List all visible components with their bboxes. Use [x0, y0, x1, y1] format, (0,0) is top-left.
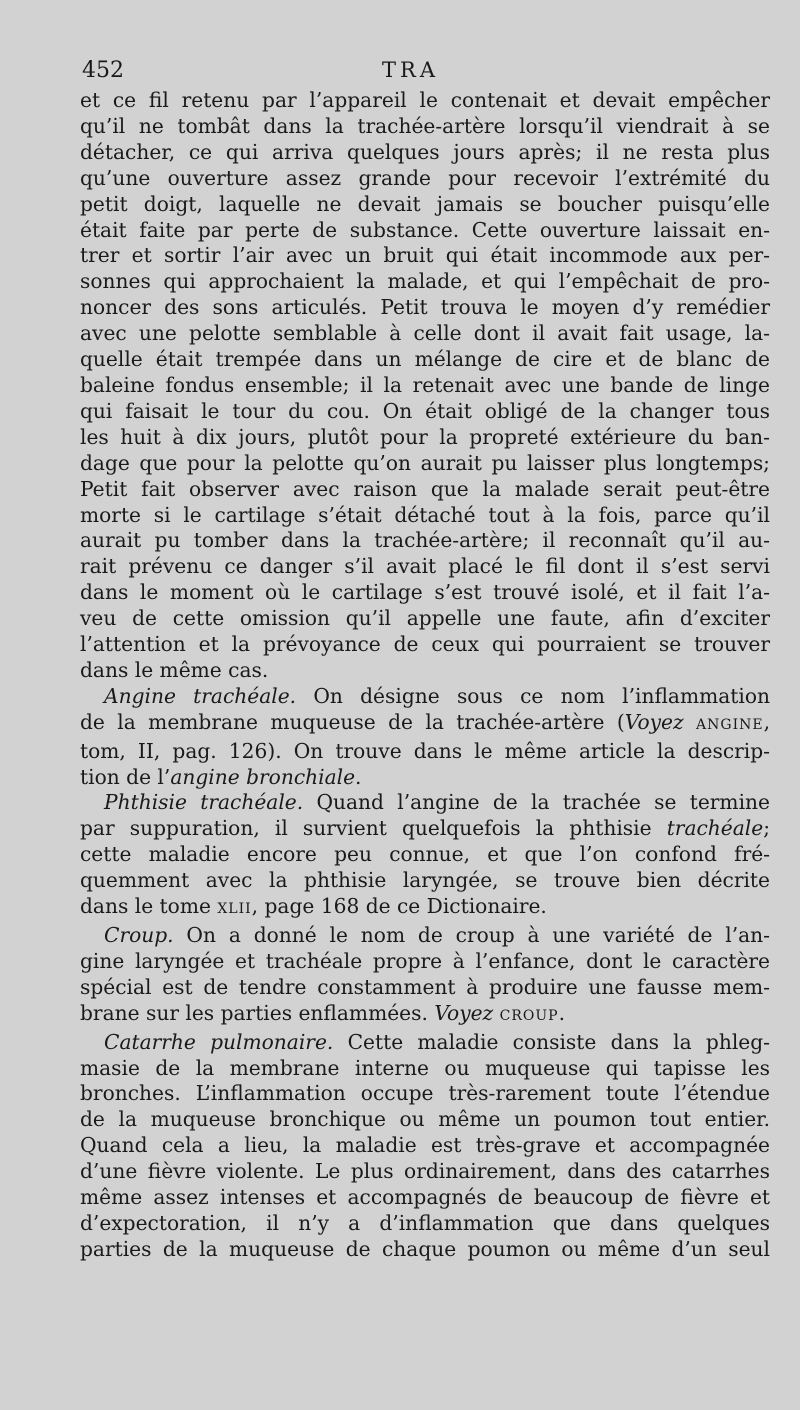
text-line	[80, 1159, 770, 1185]
page-number: 452	[82, 58, 124, 83]
text-line	[80, 710, 770, 739]
text-segment: dage que pour la pelotte qu’on aurait pu laisser plus longtemps;	[80, 450, 770, 475]
text-line	[80, 218, 770, 244]
text-line	[80, 1056, 770, 1082]
small-caps-text: XLII	[217, 901, 252, 918]
italic-text: trachéale	[666, 816, 764, 841]
text-segment: brane sur les parties enflammées.	[80, 1000, 435, 1025]
text-segment: veu de cette omission qu’il appelle une faute, afin d’exciter	[80, 606, 770, 631]
text-line	[80, 816, 770, 842]
text-segment: spécial est de tendre constamment à produire une fausse mem-	[80, 974, 770, 999]
text-segment: ;	[763, 816, 770, 841]
text-segment: quemment avec la phthisie laryngée, se trouve bien décrite	[80, 868, 770, 893]
text-segment: petit doigt, laquelle ne devait jamais se boucher puisqu’elle	[80, 191, 770, 216]
text-segment: dans le même cas.	[80, 657, 269, 682]
text-segment: Quand l’angine de la trachée se termine	[303, 790, 770, 815]
text-line	[80, 1211, 770, 1237]
text-segment: d’expectoration, il n’y a d’inflammation que dans quelques	[80, 1210, 770, 1235]
text-segment: , page 168 de ce Dictionaire.	[251, 894, 547, 919]
text-segment: gine laryngée et trachéale propre à l’enfance, dont le caractère	[80, 948, 770, 973]
text-line	[80, 1185, 770, 1211]
text-line	[80, 842, 770, 868]
text-line	[80, 477, 770, 503]
text-line	[80, 949, 770, 975]
text-segment: .	[558, 1000, 565, 1025]
text-line	[80, 606, 770, 632]
text-line	[80, 114, 770, 140]
body-text	[80, 88, 770, 1263]
italic-text: Voyez	[434, 1000, 494, 1025]
text-line	[80, 295, 770, 321]
text-segment: On a donné le nom de croup à une variété de l’an-	[173, 923, 770, 947]
text-line	[80, 321, 770, 347]
italic-text: Catarrhe pulmonaire.	[104, 1029, 334, 1054]
text-line	[80, 243, 770, 269]
text-segment: noncer des sons articulés. Petit trouva le moyen d’y remédier	[80, 295, 770, 320]
text-line	[80, 88, 770, 114]
text-segment: d’une fièvre violente. Le plus ordinairement, dans des catarrhes	[80, 1159, 770, 1184]
italic-text: Croup.	[104, 923, 174, 947]
italic-text: Voyez	[624, 709, 684, 734]
text-segment: avec une pelotte semblable à celle dont il avait fait usage, la-	[80, 321, 770, 346]
text-line	[80, 269, 770, 295]
text-segment: On désigne sous ce nom l’inflammation	[296, 683, 771, 708]
text-segment: morte si le cartilage s’était détaché tout à la fois, parce qu’il	[80, 502, 770, 527]
text-line	[80, 503, 770, 529]
text-line	[80, 399, 770, 425]
text-line	[80, 765, 770, 791]
text-segment: masie de la membrane interne ou muqueuse qui tapisse les	[80, 1055, 770, 1080]
text-line	[80, 554, 770, 580]
text-segment: trer et sortir l’air avec un bruit qui était incommode aux per-	[80, 243, 770, 268]
text-line	[80, 347, 770, 373]
text-segment: parties de la muqueuse de chaque poumon ou même d’un seul	[80, 1236, 770, 1261]
text-line	[80, 975, 770, 1001]
text-line	[80, 1237, 770, 1263]
text-segment: dans le tome	[80, 894, 218, 919]
text-segment: cette maladie encore peu connue, et que l’on confond fré-	[80, 842, 770, 867]
text-line	[80, 451, 770, 477]
page-header	[80, 58, 770, 84]
text-segment: bronches. L’inflammation occupe très-rarement toute l’étendue	[80, 1081, 770, 1106]
text-line	[80, 868, 770, 894]
text-segment: et ce fil retenu par l’appareil le contenait et devait empêcher	[80, 88, 770, 112]
text-line	[80, 425, 770, 451]
text-line	[80, 528, 770, 554]
text-segment: qu’une ouverture assez grande pour recevoir l’extrémité du	[80, 165, 770, 190]
text-segment: sonnes qui approchaient la malade, et qui l’empêchait de pro-	[80, 269, 770, 294]
italic-text: Angine trachéale.	[104, 683, 297, 708]
text-segment: Cette maladie consiste dans la phleg-	[333, 1029, 770, 1054]
text-line	[80, 1001, 770, 1030]
text-line	[80, 1030, 770, 1056]
text-segment	[684, 710, 696, 734]
text-segment: les huit à dix jours, plutôt pour la propreté extérieure du ban-	[80, 424, 770, 449]
text-line	[80, 684, 770, 710]
text-line	[80, 1107, 770, 1133]
text-segment: dans le moment où le cartilage s’est trouvé isolé, et il fait l’a-	[80, 580, 770, 605]
small-caps-text: CROUP	[499, 1007, 559, 1024]
text-line	[80, 739, 770, 765]
italic-text: Phthisie trachéale.	[104, 790, 304, 815]
text-segment: qui faisait le tour du cou. On était obligé de la changer tous	[80, 398, 770, 423]
text-line	[80, 1133, 770, 1159]
text-line	[80, 1081, 770, 1107]
small-caps-text: ANGINE	[696, 716, 764, 733]
text-line	[80, 580, 770, 606]
text-segment: Petit fait observer avec raison que la malade serait peut-être	[80, 476, 770, 501]
text-segment: même assez intenses et accompagnés de beaucoup de fièvre et	[80, 1185, 770, 1210]
text-segment: l’attention et la prévoyance de ceux qui pourraient se trouver	[80, 632, 770, 657]
text-segment: quelle était trempée dans un mélange de cire et de blanc de	[80, 347, 770, 372]
text-segment: de la muqueuse bronchique ou même un poumon tout entier.	[80, 1107, 770, 1132]
text-segment: de la membrane muqueuse de la trachée-artère (	[80, 709, 625, 734]
text-segment: .	[355, 764, 362, 789]
text-segment: était faite par perte de substance. Cette ouverture laissait en-	[80, 217, 770, 242]
text-segment: qu’il ne tombât dans la trachée-artère lorsqu’il viendrait à se	[80, 113, 770, 138]
text-segment: rait prévenu ce danger s’il avait placé le fil dont il s’est servi	[80, 554, 770, 579]
text-segment: ,	[763, 709, 771, 734]
text-line	[80, 192, 770, 218]
text-segment: tom, II, pag. 126). On trouve dans le même article la descrip-	[80, 738, 770, 763]
text-line	[80, 894, 770, 923]
text-line	[80, 923, 770, 949]
text-segment: par suppuration, il survient quelquefois la phthisie	[80, 816, 667, 841]
text-line	[80, 140, 770, 166]
text-line	[80, 790, 770, 816]
text-line	[80, 373, 770, 399]
text-line	[80, 632, 770, 658]
text-segment: Quand cela a lieu, la maladie est très-grave et accompagnée	[80, 1133, 770, 1158]
text-line	[80, 166, 770, 192]
italic-text: angine bronchiale	[170, 764, 356, 789]
text-segment: détacher, ce qui arriva quelques jours après; il ne resta plus	[80, 139, 770, 164]
text-segment: tion de l’	[80, 764, 171, 789]
text-segment: aurait pu tomber dans la trachée-artère; il reconnaît qu’il au-	[80, 528, 770, 553]
text-line	[80, 658, 770, 684]
running-head: TRA	[382, 58, 439, 82]
text-segment: baleine fondus ensemble; il la retenait avec une bande de linge	[80, 372, 770, 397]
